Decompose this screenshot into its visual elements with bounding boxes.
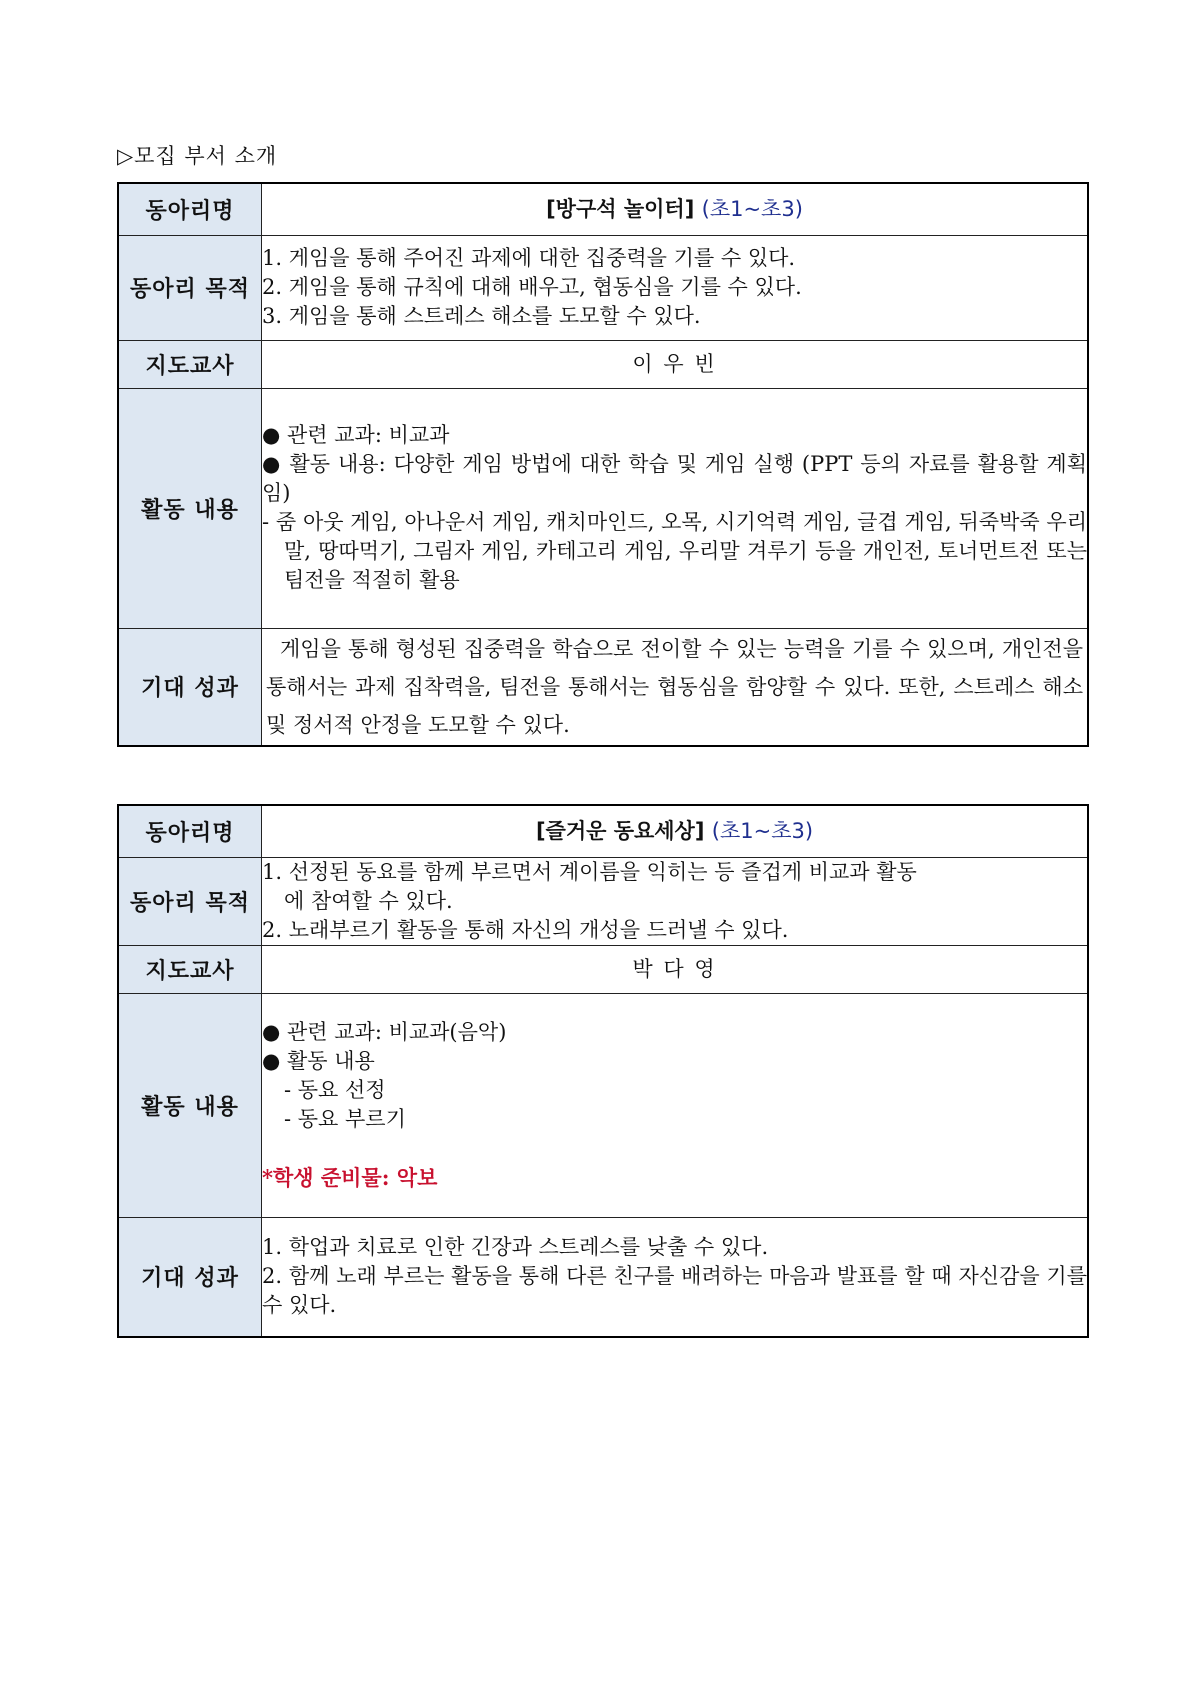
club-name: [즐거운 동요세상] bbox=[535, 818, 705, 843]
outcome-item: 2. 함께 노래 부르는 활동을 통해 다른 친구를 배려하는 마음과 발표를 할 때 자신감을 기를 수 있다. bbox=[262, 1264, 1087, 1318]
club-outcome-cell bbox=[262, 1217, 1089, 1337]
activity-content: ● 활동 내용: 다양한 게임 방법에 대한 학습 및 게임 실행 (PPT 등의 자료를 활용할 계획임) bbox=[262, 452, 1087, 505]
club-teacher-row bbox=[118, 945, 1088, 993]
club-activity-row bbox=[118, 388, 1088, 628]
club-name-label: 동아리명 bbox=[118, 183, 262, 235]
activity-note: *학생 준비물: 악보 bbox=[262, 1165, 438, 1190]
activity-detail: - 줌 아웃 게임, 아나운서 게임, 캐치마인드, 오목, 시기억력 게임, 글겹 게임, 뒤죽박죽 우리말, 땅따먹기, 그림자 게임, 카테고리 게임, 우리말 겨루기 등을 개인전, 토너먼트전 또는 팀전을 적절히 활용 bbox=[262, 510, 1087, 592]
club-table-2 bbox=[117, 804, 1089, 1338]
club-grade: (초1~초3) bbox=[711, 818, 814, 843]
club-name-row bbox=[118, 183, 1088, 235]
club-teacher-row bbox=[118, 340, 1088, 388]
club-goal-cell bbox=[262, 857, 1089, 945]
club-teacher-name: 박 다 영 bbox=[262, 945, 1089, 993]
goal-item: 2. 노래부르기 활동을 통해 자신의 개성을 드러낼 수 있다. bbox=[262, 917, 789, 942]
club-goal-row bbox=[118, 857, 1088, 945]
club-name-label: 동아리명 bbox=[118, 805, 262, 857]
club-activity-cell bbox=[262, 388, 1089, 628]
activity-item: - 동요 선정 bbox=[284, 1078, 386, 1102]
club-outcome-row bbox=[118, 628, 1088, 746]
goal-item: 3. 게임을 통해 스트레스 해소를 도모할 수 있다. bbox=[262, 304, 701, 328]
club-teacher-name: 이 우 빈 bbox=[262, 340, 1089, 388]
spacer bbox=[262, 1134, 1087, 1163]
club-name-cell bbox=[262, 183, 1089, 235]
activity-subject: ● 관련 교과: 비교과(음악) bbox=[262, 1020, 507, 1044]
club-table-1 bbox=[117, 182, 1089, 747]
goal-item: 1. 선정된 동요를 함께 부르면서 계이름을 익히는 등 즐겁게 비교과 활동 bbox=[262, 859, 917, 884]
club-grade: (초1~초3) bbox=[701, 196, 803, 221]
club-outcome-label: 기대 성과 bbox=[118, 1217, 262, 1337]
club-teacher-label: 지도교사 bbox=[118, 340, 262, 388]
club-activity-cell bbox=[262, 993, 1089, 1217]
outcome-item: 1. 학업과 치료로 인한 긴장과 스트레스를 낮출 수 있다. bbox=[262, 1235, 769, 1260]
activity-content: ● 활동 내용 bbox=[262, 1049, 375, 1073]
club-name-cell bbox=[262, 805, 1089, 857]
club-name: [방구석 놀이터] bbox=[546, 196, 695, 221]
club-goal-label: 동아리 목적 bbox=[118, 857, 262, 945]
goal-item: 1. 게임을 통해 주어진 과제에 대한 집중력을 기를 수 있다. bbox=[262, 246, 796, 270]
club-goal-cell bbox=[262, 235, 1089, 340]
goal-item: 2. 게임을 통해 규칙에 대해 배우고, 협동심을 기를 수 있다. bbox=[262, 275, 802, 299]
club-goal-label: 동아리 목적 bbox=[118, 235, 262, 340]
club-activity-label: 활동 내용 bbox=[118, 388, 262, 628]
activity-subject: ● 관련 교과: 비교과 bbox=[262, 423, 450, 447]
goal-item: 에 참여할 수 있다. bbox=[284, 888, 453, 913]
club-outcome-row bbox=[118, 1217, 1088, 1337]
club-outcome-cell bbox=[262, 628, 1089, 746]
club-activity-row bbox=[118, 993, 1088, 1217]
section-heading: ▷모집 부서 소개 bbox=[117, 144, 278, 168]
club-goal-row bbox=[118, 235, 1088, 340]
club-teacher-label: 지도교사 bbox=[118, 945, 262, 993]
activity-item: - 동요 부르기 bbox=[284, 1107, 406, 1131]
club-name-row bbox=[118, 805, 1088, 857]
outcome-text: 게임을 통해 형성된 집중력을 학습으로 전이할 수 있는 능력을 기를 수 있으며, 개인전을 통해서는 과제 집착력을, 팀전을 통해서는 협동심을 함양할 수 있다. 또한, 스트레스 해소 및 정서적 안정을 도모할 수 있다. bbox=[266, 636, 1083, 737]
club-outcome-label: 기대 성과 bbox=[118, 628, 262, 746]
club-activity-label: 활동 내용 bbox=[118, 993, 262, 1217]
